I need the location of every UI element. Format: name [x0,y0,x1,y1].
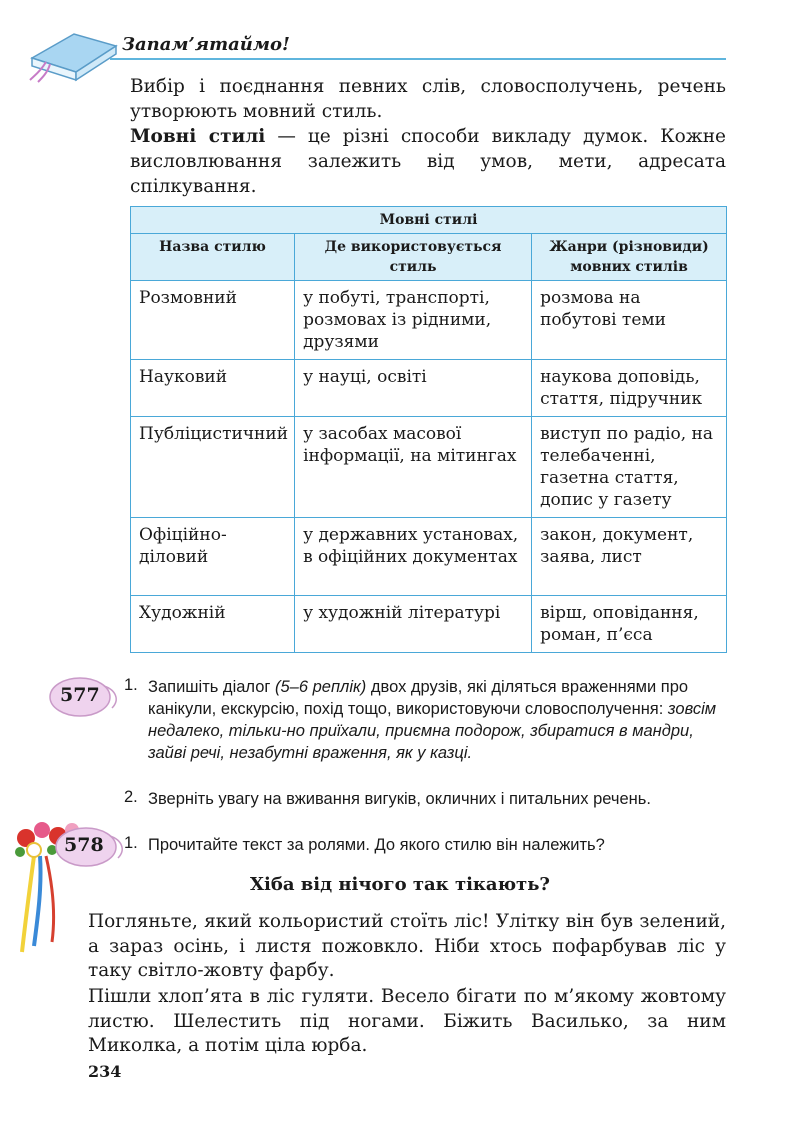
task-text: Запишіть діалог [148,678,275,696]
table-row [131,596,727,653]
language-styles-table [130,206,727,653]
phrases-italic: зовсім недалеко, тільки-но приїхали, приємна подорож, збиратися в мандри, зайві речі, незабутні враження, як у казці. [148,700,717,762]
book-icon [26,28,118,84]
definition-paragraph [130,124,726,199]
item-number: 2. [124,788,138,806]
usage-cell: у побуті, транспорті, розмовах із рідними, друзями [295,281,532,360]
item-number: 1. [124,834,138,852]
story-text: Пішли хлоп’ята в ліс гуляти. Весело бігати по м’якому жовтому листю. Шелестить під ногами. Біжить Василько, за ним Миколка, а потім ціла юрба. [88,986,726,1056]
table-row [131,281,727,360]
style-name-cell: Публіцистичний [131,417,295,518]
intro-paragraph: Вибір і поєднання певних слів, словосполучень, речень утворюють мовний стиль. [130,76,726,122]
column-header-style-name: Назва стилю [131,234,295,281]
style-name-cell: Офіційно-діловий [131,518,295,596]
story-title: Хіба від нічого так тікають? [250,874,550,895]
table-row [131,518,727,596]
usage-cell: у державних установах, в офіційних документах [295,518,532,596]
genres-cell: наукова доповідь, стаття, підручник [532,360,727,417]
style-name-cell: Художній [131,596,295,653]
exercise-578-task-1: Прочитайте текст за ролями. До якого стилю він належить? [148,836,605,854]
item-number: 1. [124,676,138,694]
style-name-cell: Науковий [131,360,295,417]
genres-cell: виступ по радіо, на телебаченні, газетна стаття, допис у газету [532,417,727,518]
genres-cell: вірш, оповідання, роман, п’єса [532,596,727,653]
remember-heading: Запам’ятаймо! [122,34,290,55]
header-divider [110,58,726,60]
table-row [131,417,727,518]
exercise-number: 577 [60,684,100,706]
style-name-cell: Розмовний [131,281,295,360]
term-bold: Мовні стилі [130,126,266,147]
usage-cell: у науці, освіті [295,360,532,417]
genres-cell: розмова на побутові теми [532,281,727,360]
table-row [131,360,727,417]
genres-cell: закон, документ, заява, лист [532,518,727,596]
column-header-usage: Де використовується стиль [295,234,532,281]
task-italic: (5–6 реплік) [275,678,367,696]
story-text: Погляньте, який кольористий стоїть ліс! Улітку він був зелений, а зараз осінь, і листя пожовкло. Ніби хтось пофарбував ліс у таку світло-жовту фарбу. [88,911,726,981]
story-paragraph [88,985,726,1059]
usage-cell: у художній літературі [295,596,532,653]
page-number: 234 [88,1062,122,1081]
exercise-number: 578 [64,834,104,856]
exercise-577-task-1 [148,676,728,764]
usage-cell: у засобах масової інформації, на мітингах [295,417,532,518]
table-caption: Мовні стилі [131,207,727,234]
column-header-genres: Жанри (різновиди) мовних стилів [532,234,727,281]
story-paragraph [88,910,726,984]
task-text: двох друзів, які діляться враженнями про канікули, екскурсію, похід тощо, використовуючи словосполучення: [148,678,689,718]
definition-text: — це різні способи викладу думок. Кожне висловлювання залежить від умов, мети, адресата спілкування. [130,126,726,197]
exercise-577-task-2: Зверніть увагу на вживання вигуків, окличних і питальних речень. [148,790,651,808]
